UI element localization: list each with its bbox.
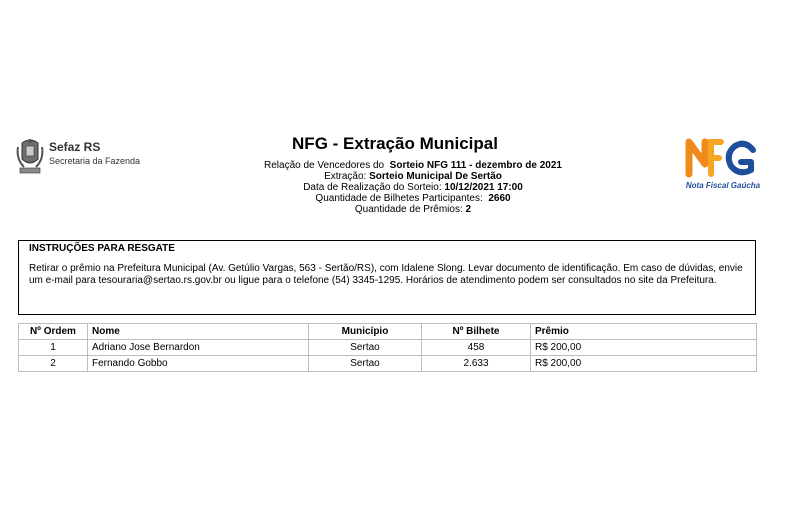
cell-nome: Fernando Gobbo [88, 356, 309, 372]
col-municipio: Município [309, 324, 422, 340]
cell-municipio: Sertao [309, 356, 422, 372]
cell-nome: Adriano Jose Bernardon [88, 340, 309, 356]
instructions-box [18, 240, 756, 315]
info-bilhetes [0, 193, 790, 204]
instructions-title: INSTRUÇÕES PARA RESGATE [29, 243, 175, 254]
data-value: 10/12/2021 17:00 [444, 182, 523, 193]
cell-premio: R$ 200,00 [531, 340, 757, 356]
bilhetes-value: 2660 [488, 193, 511, 204]
premios-value: 2 [465, 204, 472, 215]
info-data [0, 182, 790, 193]
cell-bilhete: 458 [422, 340, 531, 356]
col-bilhete: Nº Bilhete [422, 324, 531, 340]
info-relacao [0, 160, 790, 171]
cell-bilhete: 2.633 [422, 356, 531, 372]
table-row [19, 356, 757, 372]
col-premio: Prêmio [531, 324, 757, 340]
info-extracao [0, 171, 790, 182]
extracao-label: Extração: [324, 171, 367, 182]
cell-ordem: 1 [19, 340, 88, 356]
nfg-logo [683, 134, 763, 192]
relacao-value: Sorteio NFG 111 - dezembro de 2021 [389, 160, 562, 171]
table-header-row [19, 324, 757, 340]
cell-ordem: 2 [19, 356, 88, 372]
col-ordem: Nº Ordem [19, 324, 88, 340]
premios-label: Quantidade de Prêmios: [354, 204, 463, 215]
nfg-caption: Nota Fiscal Gaúcha [685, 181, 761, 190]
instructions-text: Retirar o prêmio na Prefeitura Municipal (Av. Getúlio Vargas, 563 - Sertão/RS), com Idalene Slong. Levar documento de identificação. Em caso de dúvidas, envie um e-mail para tesouraria@sertao.rs.gov.br ou ligue para o telefone (54) 3345-1295. Horários de atendimento podem ser consultados no site da Prefeitura. [29, 263, 743, 286]
table-row [19, 340, 757, 356]
bilhetes-label: Quantidade de Bilhetes Participantes: [315, 193, 483, 204]
page-title: NFG - Extração Municipal [292, 134, 498, 153]
cell-premio: R$ 200,00 [531, 356, 757, 372]
org-subtitle: Secretaria da Fazenda [49, 156, 141, 166]
col-nome: Nome [88, 324, 309, 340]
extracao-value: Sorteio Municipal De Sertão [369, 171, 502, 182]
winners-table [18, 323, 757, 372]
nfg-logo-icon [683, 134, 763, 182]
data-label: Data de Realização do Sorteio: [303, 182, 442, 193]
relacao-label: Relação de Vencedores do [264, 160, 385, 171]
org-name: Sefaz RS [49, 140, 101, 154]
info-premios [0, 204, 790, 215]
cell-municipio: Sertao [309, 340, 422, 356]
